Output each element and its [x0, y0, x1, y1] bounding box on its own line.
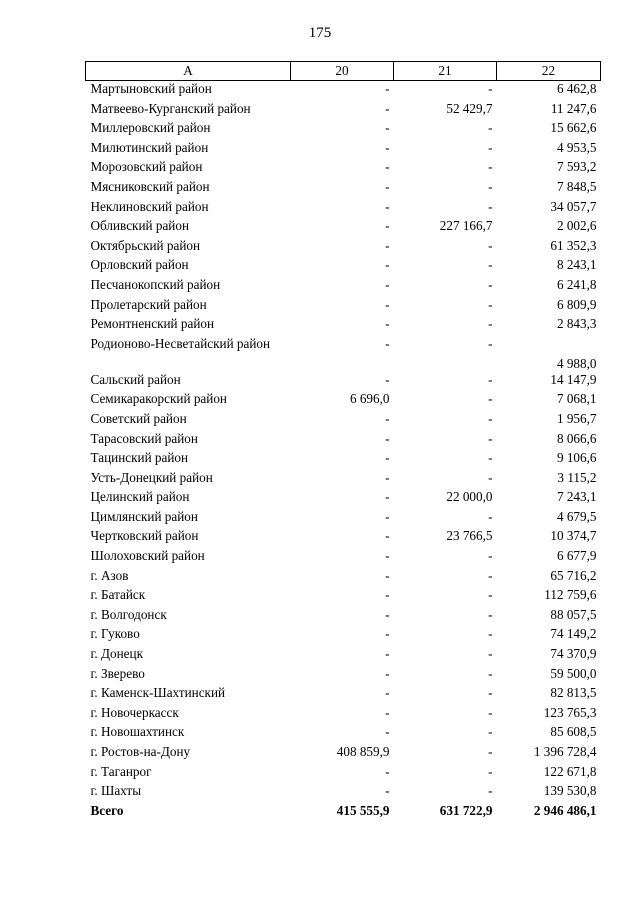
value-col-22: 82 813,5	[550, 685, 597, 701]
table-row	[86, 81, 601, 102]
table-row	[86, 102, 601, 122]
table-row	[86, 765, 601, 785]
value-col-22: 139 530,8	[543, 783, 597, 799]
table-row	[86, 317, 601, 337]
territory-name: Родионово-Несветайский район	[90, 335, 271, 351]
value-col-20: -	[385, 783, 390, 799]
table-row	[86, 219, 601, 239]
territory-name: г. Новочеркасск	[90, 704, 179, 720]
table-row	[86, 549, 601, 569]
territory-name: Мартыновский район	[90, 81, 212, 96]
table-row	[86, 337, 601, 373]
table-row	[86, 588, 601, 608]
value-col-20: -	[385, 120, 390, 136]
territory-name: Морозовский район	[90, 159, 203, 175]
value-col-22: 6 809,9	[556, 296, 597, 312]
value-col-20: -	[385, 528, 390, 544]
value-col-20: -	[385, 430, 390, 446]
territory-name: Песчанокопский район	[90, 276, 221, 292]
value-col-22: 8 066,6	[556, 430, 597, 446]
territory-name: Всего	[90, 802, 124, 818]
value-col-20: -	[385, 548, 390, 564]
territory-name: Цимлянский район	[90, 508, 198, 524]
value-col-20: -	[385, 371, 390, 387]
value-col-20: -	[385, 218, 390, 234]
territory-name: г. Волгодонск	[90, 606, 167, 622]
table-row	[86, 627, 601, 647]
value-col-21: -	[488, 704, 493, 720]
value-col-22: 34 057,7	[550, 198, 597, 214]
value-col-20: -	[385, 237, 390, 253]
value-col-20: 415 555,9	[336, 802, 390, 818]
value-col-22: 74 149,2	[550, 626, 597, 642]
value-col-22: 6 462,8	[556, 81, 597, 96]
territory-name: г. Азов	[90, 567, 129, 583]
column-header-20: 20	[291, 62, 394, 81]
value-col-22: 2 002,6	[556, 218, 597, 234]
value-col-20: -	[385, 276, 390, 292]
value-col-21: -	[488, 159, 493, 175]
value-col-22: 1 396 728,4	[533, 744, 597, 759]
value-col-20: -	[385, 646, 390, 662]
territory-name: г. Зверево	[90, 665, 145, 681]
table-row	[86, 510, 601, 530]
value-col-20: -	[385, 567, 390, 583]
value-col-20: -	[385, 469, 390, 485]
territory-name: Усть-Донецкий район	[90, 469, 213, 485]
value-col-20: -	[385, 296, 390, 312]
value-col-20: -	[385, 724, 390, 740]
value-col-22: 61 352,3	[550, 237, 597, 253]
value-col-21: 23 766,5	[446, 528, 493, 544]
territory-name: Тарасовский район	[90, 430, 198, 446]
territory-name: Орловский район	[90, 257, 189, 273]
value-col-21: -	[488, 685, 493, 701]
territory-name: Сальский район	[90, 371, 181, 387]
table-row	[86, 432, 601, 452]
value-col-21: -	[488, 178, 493, 194]
value-col-21: -	[488, 430, 493, 446]
table-row	[86, 647, 601, 667]
value-col-20: -	[385, 606, 390, 622]
value-col-21: -	[488, 763, 493, 779]
table-row	[86, 745, 601, 765]
territory-name: Октябрьский район	[90, 237, 201, 253]
value-col-21: -	[488, 335, 493, 351]
territory-name: Мясниковский район	[90, 178, 210, 194]
value-col-20: -	[385, 489, 390, 505]
territory-name: Шолоховский район	[90, 548, 205, 564]
value-col-21: -	[488, 724, 493, 740]
table-row	[86, 608, 601, 628]
table-row	[86, 392, 601, 412]
value-col-22: 7 068,1	[556, 391, 597, 407]
column-header-a: А	[86, 62, 291, 81]
value-col-22: 74 370,9	[550, 646, 597, 662]
table-row	[86, 298, 601, 318]
value-col-20: -	[385, 587, 390, 603]
territory-name: Ремонтненский район	[90, 316, 215, 332]
territory-name: Семикаракорский район	[90, 391, 227, 407]
value-col-22: 2 843,3	[556, 316, 597, 332]
value-col-22: 6 677,9	[556, 548, 597, 564]
value-col-21: 631 722,9	[439, 802, 493, 818]
table-row	[86, 667, 601, 687]
value-col-22: 6 241,8	[556, 276, 597, 292]
value-col-20: -	[385, 159, 390, 175]
table-row	[86, 121, 601, 141]
territory-name: Советский район	[90, 410, 187, 426]
value-col-22: 1 956,7	[556, 410, 597, 426]
value-col-21: -	[488, 139, 493, 155]
table-row	[86, 180, 601, 200]
territory-name: Пролетарский район	[90, 296, 207, 312]
territory-name: Целинский район	[90, 489, 190, 505]
territory-name: Тацинский район	[90, 450, 189, 466]
territory-name: г. Донецк	[90, 646, 143, 662]
header-row	[86, 62, 601, 81]
territory-name: г. Каменск-Шахтинский	[90, 685, 226, 701]
territory-name: г. Таганрог	[90, 763, 152, 779]
value-col-21: -	[488, 469, 493, 485]
table-row	[86, 200, 601, 220]
value-col-21: -	[488, 120, 493, 136]
value-col-20: -	[385, 626, 390, 642]
table-row	[86, 784, 601, 804]
value-col-21: -	[488, 450, 493, 466]
territory-name: г. Гуково	[90, 626, 140, 642]
value-col-20: -	[385, 335, 390, 351]
value-col-21: -	[488, 587, 493, 603]
column-header-21: 21	[394, 62, 497, 81]
value-col-21: -	[488, 198, 493, 214]
territory-name: Чертковский район	[90, 528, 199, 544]
value-col-22: 15 662,6	[550, 120, 597, 136]
value-col-20: -	[385, 665, 390, 681]
value-col-22: 59 500,0	[550, 665, 597, 681]
value-col-20: -	[385, 198, 390, 214]
value-col-22: 14 147,9	[550, 371, 597, 387]
value-col-20: -	[385, 316, 390, 332]
page-number: 175	[308, 25, 332, 41]
value-col-21: -	[488, 371, 493, 387]
value-col-21: -	[488, 606, 493, 622]
value-col-21: -	[488, 410, 493, 426]
table-row	[86, 160, 601, 180]
value-col-21: -	[488, 567, 493, 583]
table-row	[86, 529, 601, 549]
table-row	[86, 569, 601, 589]
territory-name: Неклиновский район	[90, 198, 209, 214]
table-row	[86, 278, 601, 298]
value-col-21: -	[488, 237, 493, 253]
table-body	[86, 81, 601, 824]
value-col-20: -	[385, 100, 390, 116]
value-col-21: -	[488, 783, 493, 799]
value-col-21: -	[488, 646, 493, 662]
table-row	[86, 725, 601, 745]
territory-name: г. Батайск	[90, 587, 146, 603]
territory-name: Матвеево-Курганский район	[90, 100, 251, 116]
value-col-21: -	[488, 296, 493, 312]
value-col-22: 3 115,2	[557, 469, 597, 485]
territory-name: Милютинский район	[90, 139, 209, 155]
value-col-22: 112 759,6	[544, 587, 597, 603]
value-col-21: -	[488, 626, 493, 642]
value-col-20: -	[385, 81, 390, 96]
territory-name: г. Новошахтинск	[90, 724, 185, 740]
value-col-22: 122 671,8	[543, 763, 597, 779]
table-row	[86, 239, 601, 259]
territory-name: Обливский район	[90, 218, 190, 234]
table-row	[86, 490, 601, 510]
table-header	[86, 62, 601, 81]
value-col-21: 22 000,0	[446, 489, 493, 505]
value-col-21: 227 166,7	[439, 218, 493, 234]
value-col-20: -	[385, 704, 390, 720]
table-row	[86, 451, 601, 471]
value-col-20: -	[385, 763, 390, 779]
table-row	[86, 373, 601, 393]
value-col-21: -	[488, 665, 493, 681]
table-row	[86, 412, 601, 432]
table-row	[86, 258, 601, 278]
value-col-22: 7 593,2	[556, 159, 597, 175]
value-col-22: 4 679,5	[556, 508, 597, 524]
value-col-20: -	[385, 139, 390, 155]
value-col-21: -	[488, 744, 493, 759]
value-col-22: 85 608,5	[550, 724, 597, 740]
value-col-21: -	[488, 391, 493, 407]
value-col-22: 4 953,5	[556, 139, 597, 155]
value-col-22: 7 848,5	[556, 178, 597, 194]
value-col-21: -	[488, 508, 493, 524]
table-row	[86, 706, 601, 726]
value-col-22: 65 716,2	[550, 567, 597, 583]
value-col-21: -	[488, 316, 493, 332]
value-col-22: 11 247,6	[550, 100, 597, 116]
territory-name: г. Шахты	[90, 783, 142, 799]
value-col-22: 10 374,7	[550, 528, 597, 544]
value-col-20: -	[385, 410, 390, 426]
value-col-22: 9 106,6	[556, 450, 597, 466]
table-row	[86, 686, 601, 706]
table-row	[86, 471, 601, 491]
value-col-21: 52 429,7	[446, 100, 493, 116]
value-col-22: 8 243,1	[556, 257, 597, 273]
table-row	[86, 141, 601, 161]
value-col-21: -	[488, 257, 493, 273]
value-col-21: -	[488, 548, 493, 564]
total-row	[86, 804, 601, 824]
value-col-22: 4 988,0	[556, 355, 597, 371]
value-col-20: -	[385, 450, 390, 466]
value-col-21: -	[488, 276, 493, 292]
budget-table	[85, 61, 601, 823]
value-col-20: -	[385, 685, 390, 701]
value-col-22: 7 243,1	[556, 489, 597, 505]
value-col-20: 408 859,9	[336, 744, 390, 759]
value-col-22: 2 946 486,1	[533, 802, 597, 818]
value-col-20: -	[385, 257, 390, 273]
value-col-21: -	[488, 81, 493, 96]
value-col-22: 123 765,3	[543, 704, 597, 720]
value-col-22: 88 057,5	[550, 606, 597, 622]
value-col-20: 6 696,0	[349, 391, 390, 407]
territory-name: Миллеровский район	[90, 120, 211, 136]
territory-name: г. Ростов-на-Дону	[90, 744, 191, 759]
value-col-20: -	[385, 508, 390, 524]
column-header-22: 22	[497, 62, 601, 81]
value-col-20: -	[385, 178, 390, 194]
